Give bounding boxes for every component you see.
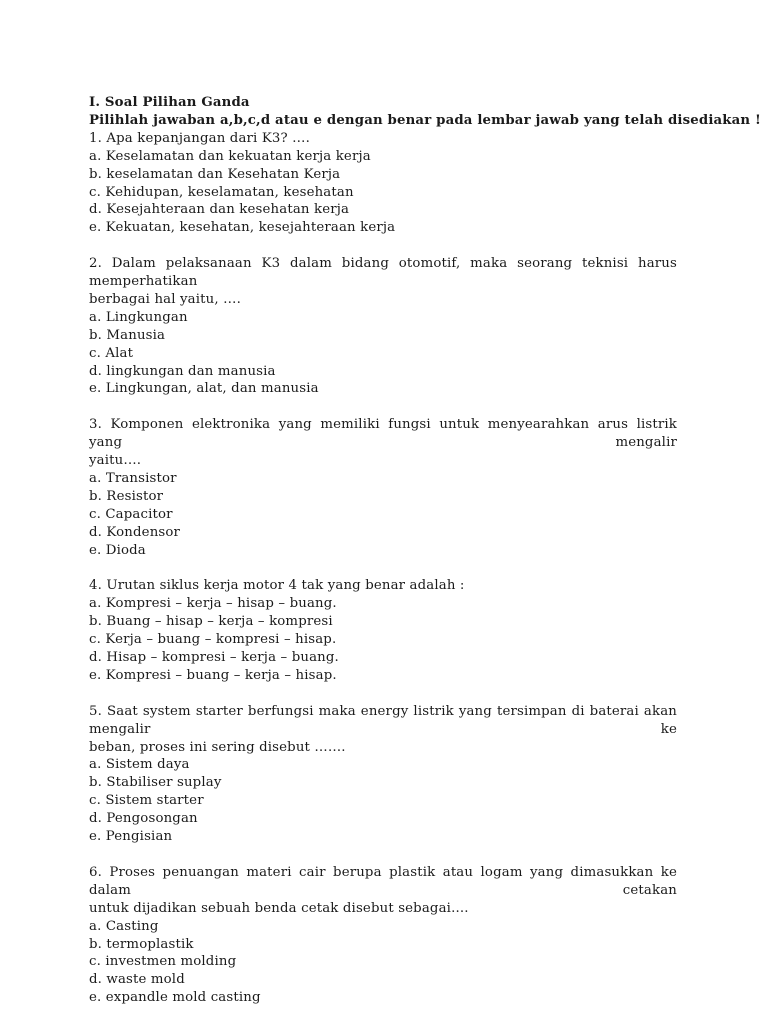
paragraph-gap xyxy=(89,237,677,255)
question-1-options xyxy=(89,148,677,238)
option-3b: b. Resistor xyxy=(89,488,164,504)
question-6-options xyxy=(89,918,677,1008)
option-4d: d. Hisap – kompresi – kerja – buang. xyxy=(89,650,339,666)
question-2-text-line-1: 2. Dalam pelaksanaan K3 dalam bidang otomotif, maka seorang teknisi harus memperhatikan xyxy=(89,256,677,290)
paragraph-gap xyxy=(89,846,677,864)
question-3-text-line-1: 3. Komponen elektronika yang memiliki fungsi untuk menyearahkan arus listrik yang mengalir xyxy=(89,417,677,451)
question-3-options xyxy=(89,470,677,560)
question-4 xyxy=(89,577,677,684)
option-5a: a. Sistem daya xyxy=(89,757,190,773)
question-1 xyxy=(89,130,677,237)
option-6b: b. termoplastik xyxy=(89,936,194,952)
option-4c: c. Kerja – buang – kompresi – hisap. xyxy=(89,632,337,648)
question-6 xyxy=(89,864,677,1007)
question-2 xyxy=(89,255,677,398)
instruction-text: Pilihlah jawaban a,b,c,d atau e dengan benar pada lembar jawab yang telah disediakan ! xyxy=(89,112,761,128)
question-5-text-line-1: 5. Saat system starter berfungsi maka energy listrik yang tersimpan di baterai akan mengalir ke xyxy=(89,703,677,737)
option-2d: d. lingkungan dan manusia xyxy=(89,363,276,379)
question-5 xyxy=(89,703,677,846)
option-4b: b. Buang – hisap – kerja – kompresi xyxy=(89,614,333,630)
option-3d: d. Kondensor xyxy=(89,524,181,540)
option-4a: a. Kompresi – kerja – hisap – buang. xyxy=(89,596,337,612)
option-5e: e. Pengisian xyxy=(89,829,173,845)
option-6c: c. investmen molding xyxy=(89,954,237,970)
question-4-text: 4. Urutan siklus kerja motor 4 tak yang benar adalah : xyxy=(89,578,465,594)
paragraph-gap xyxy=(89,560,677,578)
option-2b: b. Manusia xyxy=(89,327,166,343)
document-content xyxy=(89,94,761,1007)
option-5c: c. Sistem starter xyxy=(89,793,204,809)
option-1e: e. Kekuatan, kesehatan, kesejahteraan kerja xyxy=(89,220,396,236)
option-6e: e. expandle mold casting xyxy=(89,990,261,1006)
question-5-options xyxy=(89,756,677,846)
paragraph-gap xyxy=(89,398,677,416)
option-4e: e. Kompresi – buang – kerja – hisap. xyxy=(89,667,337,683)
option-2a: a. Lingkungan xyxy=(89,309,188,325)
option-2e: e. Lingkungan, alat, dan manusia xyxy=(89,381,319,397)
question-5-text-line-2: beban, proses ini sering disebut ……. xyxy=(89,739,346,755)
option-5b: b. Stabiliser suplay xyxy=(89,775,222,791)
section-title: I. Soal Pilihan Ganda xyxy=(89,95,250,110)
question-2-options xyxy=(89,309,677,399)
question-4-options xyxy=(89,595,677,685)
option-1a: a. Keselamatan dan kekuatan kerja kerja xyxy=(89,148,371,164)
question-3-text-line-2: yaitu…. xyxy=(89,453,142,469)
option-2c: c. Alat xyxy=(89,345,134,361)
option-1c: c. Kehidupan, keselamatan, kesehatan xyxy=(89,184,354,200)
question-1-text: 1. Apa kepanjangan dari K3? …. xyxy=(89,130,311,146)
option-3c: c. Capacitor xyxy=(89,506,173,522)
option-6a: a. Casting xyxy=(89,918,159,934)
question-6-text-line-1: 6. Proses penuangan materi cair berupa plastik atau logam yang dimasukkan ke dalam cetakan xyxy=(89,864,677,898)
option-1b: b. keselamatan dan Kesehatan Kerja xyxy=(89,166,341,182)
question-6-text-line-2: untuk dijadikan sebuah benda cetak disebut sebagai.... xyxy=(89,900,469,916)
question-2-text-line-2: berbagai hal yaitu, …. xyxy=(89,291,241,307)
paragraph-gap xyxy=(89,685,677,703)
option-1d: d. Kesejahteraan dan kesehatan kerja xyxy=(89,202,350,218)
option-5d: d. Pengosongan xyxy=(89,811,198,827)
question-3 xyxy=(89,416,677,559)
option-6d: d. waste mold xyxy=(89,972,185,988)
option-3e: e. Dioda xyxy=(89,542,146,558)
option-3a: a. Transistor xyxy=(89,471,177,486)
